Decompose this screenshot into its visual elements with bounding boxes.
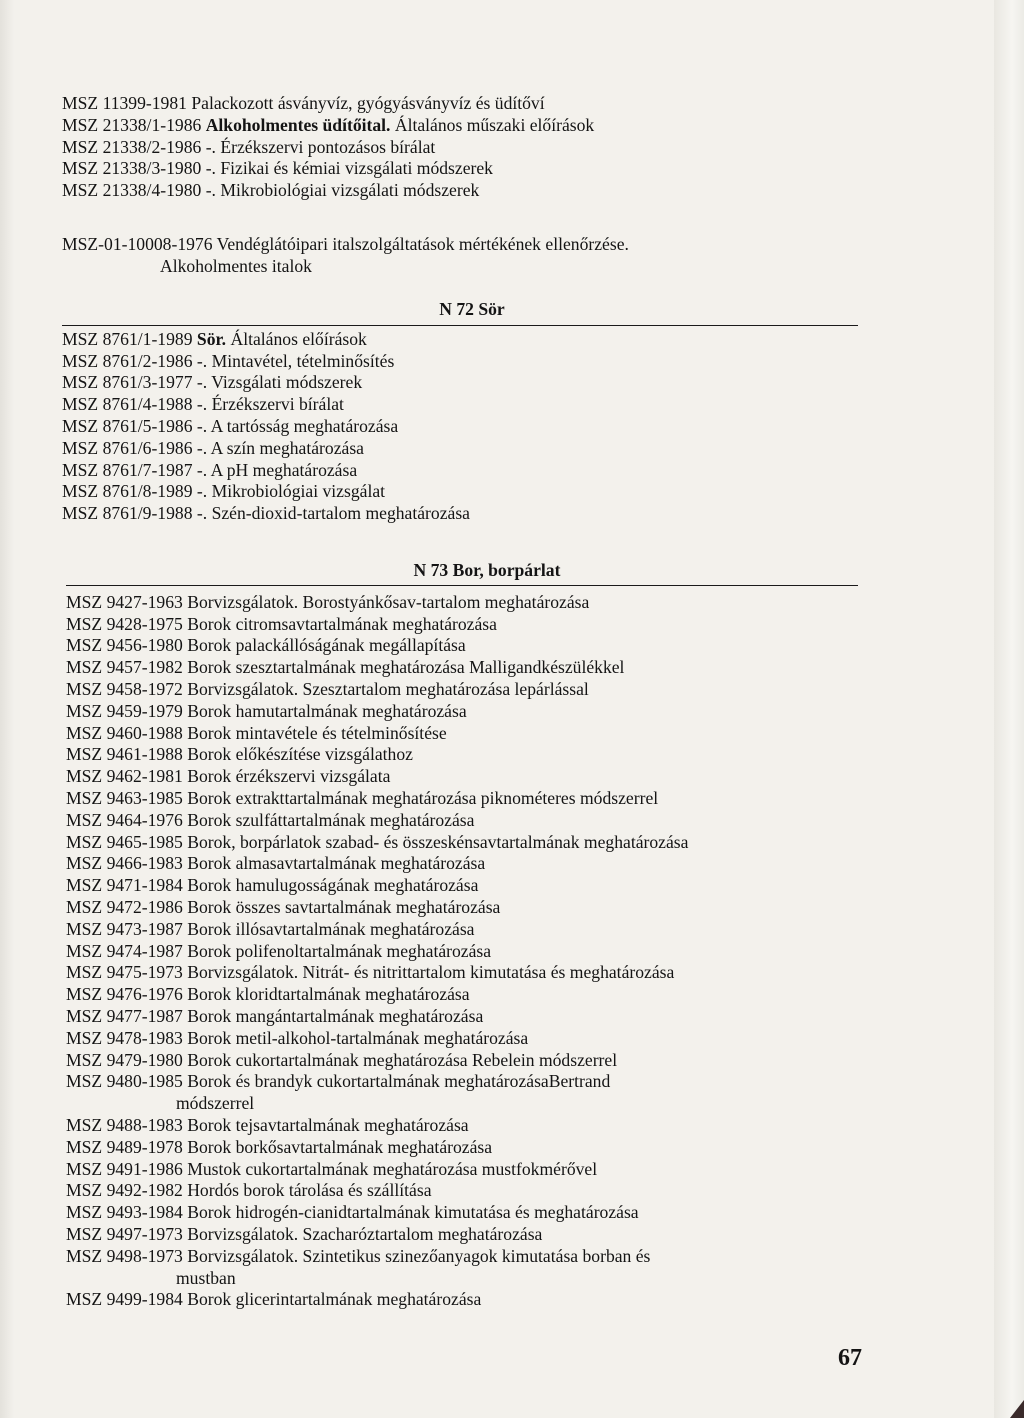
- list-item-continuation: módszerrel: [176, 1093, 255, 1114]
- list-item: MSZ 21338/4-1980 -. Mikrobiológiai vizsgálati módszerek: [62, 180, 480, 201]
- list-item: MSZ 8761/2-1986 -. Mintavétel, tételminősítés: [62, 350, 395, 371]
- list-item: MSZ 8761/9-1988 -. Szén-dioxid-tartalom meghatározása: [62, 503, 470, 524]
- list-item: MSZ 9478-1983 Borok metil-alkohol-tartalmának meghatározása: [66, 1027, 529, 1048]
- corner-mark: [1010, 1400, 1024, 1418]
- list-item-continuation: mustban: [176, 1267, 236, 1288]
- list-item: MSZ 9458-1972 Borvizsgálatok. Szesztartalom meghatározása lepárlással: [66, 678, 589, 699]
- list-item: MSZ 9480-1985 Borok és brandyk cukortartalmának meghatározásaBertrand: [66, 1071, 611, 1092]
- list-item: MSZ 9427-1963 Borvizsgálatok. Borostyánkősav-tartalom meghatározása: [66, 591, 590, 612]
- section-n72: [62, 299, 862, 525]
- list-item: MSZ 9498-1973 Borvizsgálatok. Szintetikus szinezőanyagok kimutatása borban és: [66, 1245, 651, 1266]
- list-item: MSZ 9499-1984 Borok glicerintartalmának meghatározása: [66, 1289, 482, 1310]
- section-rule: [66, 585, 858, 586]
- list-item: MSZ 8761/8-1989 -. Mikrobiológiai vizsgálat: [62, 481, 386, 502]
- list-item: MSZ 9428-1975 Borok citromsavtartalmának meghatározása: [66, 613, 497, 634]
- section-heading-n73: N 73 Bor, borpárlat: [413, 560, 561, 580]
- list-item: MSZ 9473-1987 Borok illósavtartalmának meghatározása: [66, 918, 475, 939]
- list-item: MSZ 9466-1983 Borok almasavtartalmának meghatározása: [66, 853, 486, 874]
- list-item: MSZ 9492-1982 Hordós borok tárolása és szállítása: [66, 1180, 432, 1201]
- page-edge-right: [994, 0, 1024, 1418]
- list-item: MSZ 9475-1973 Borvizsgálatok. Nitrát- és nitrittartalom kimutatása és meghatározása: [66, 962, 675, 983]
- list-n73: [62, 592, 862, 1311]
- list-item: MSZ 9491-1986 Mustok cukortartalmának meghatározása mustfokmérővel: [66, 1158, 598, 1179]
- list-item: MSZ 9474-1987 Borok polifenoltartalmának meghatározása: [66, 940, 492, 961]
- list-item: MSZ 9476-1976 Borok kloridtartalmának meghatározása: [66, 984, 470, 1005]
- page-edge-left: [0, 0, 14, 1418]
- list-item: MSZ 9464-1976 Borok szulfáttartalmának meghatározása: [66, 809, 475, 830]
- list-item: MSZ 21338/2-1986 -. Érzékszervi pontozásos bírálat: [62, 136, 436, 157]
- list-item: MSZ 21338/1-1986 Alkoholmentes üdítőital. Általános műszaki előírások: [62, 114, 595, 135]
- section-n73: [62, 560, 862, 1311]
- list-item: MSZ 9461-1988 Borok előkészítése vizsgálathoz: [66, 744, 413, 765]
- page-number: 67: [838, 1345, 862, 1371]
- list-item: MSZ 8761/1-1989 Sör. Általános előírások: [62, 328, 367, 349]
- section-heading-n72: N 72 Sör: [439, 299, 505, 319]
- list-item: MSZ 8761/5-1986 -. A tartósság meghatározása: [62, 415, 399, 436]
- standalone-line-2: Alkoholmentes italok: [160, 255, 312, 276]
- list-item: MSZ 9479-1980 Borok cukortartalmának meghatározása Rebelein módszerrel: [66, 1049, 618, 1070]
- list-item: MSZ 9477-1987 Borok mangántartalmának meghatározása: [66, 1005, 484, 1026]
- list-item: MSZ 9456-1980 Borok palackállóságának megállapítása: [66, 635, 466, 656]
- list-item: MSZ 11399-1981 Palackozott ásványvíz, gyógyásványvíz és üdítőví: [62, 93, 545, 113]
- standalone-line-1: MSZ-01-10008-1976 Vendéglátóipari italszolgáltatások mértékének ellenőrzése.: [62, 234, 629, 254]
- list-item: MSZ 9488-1983 Borok tejsavtartalmának meghatározása: [66, 1114, 469, 1135]
- list-item: MSZ 9493-1984 Borok hidrogén-cianidtartalmának kimutatása és meghatározása: [66, 1202, 639, 1223]
- list-item: MSZ 8761/3-1977 -. Vizsgálati módszerek: [62, 372, 363, 393]
- list-alkoholmentes: [62, 93, 862, 202]
- list-item: MSZ 9462-1981 Borok érzékszervi vizsgálata: [66, 766, 391, 787]
- section-rule: [62, 325, 858, 326]
- list-item: MSZ 21338/3-1980 -. Fizikai és kémiai vizsgálati módszerek: [62, 158, 493, 179]
- list-item: MSZ 9472-1986 Borok összes savtartalmának meghatározása: [66, 896, 501, 917]
- list-item: MSZ 8761/7-1987 -. A pH meghatározása: [62, 459, 358, 480]
- list-item: MSZ 9465-1985 Borok, borpárlatok szabad- és összeskénsavtartalmának meghatározása: [66, 831, 689, 852]
- list-item: MSZ 9457-1982 Borok szesztartalmának meghatározása Malligandkészülékkel: [66, 657, 625, 678]
- list-item: MSZ 9459-1979 Borok hamutartalmának meghatározása: [66, 700, 467, 721]
- list-item: MSZ 8761/4-1988 -. Érzékszervi bírálat: [62, 394, 344, 415]
- list-item: MSZ 8761/6-1986 -. A szín meghatározása: [62, 437, 364, 458]
- list-item: MSZ 9471-1984 Borok hamulugosságának meghatározása: [66, 875, 479, 896]
- standalone-entry: [62, 234, 862, 278]
- list-item: MSZ 9460-1988 Borok mintavétele és tételminősítése: [66, 722, 447, 743]
- list-item: MSZ 9463-1985 Borok extrakttartalmának meghatározása piknométeres módszerrel: [66, 787, 659, 808]
- list-item: MSZ 9497-1973 Borvizsgálatok. Szacharóztartalom meghatározása: [66, 1223, 543, 1244]
- list-item: MSZ 9489-1978 Borok borkősavtartalmának meghatározása: [66, 1136, 493, 1157]
